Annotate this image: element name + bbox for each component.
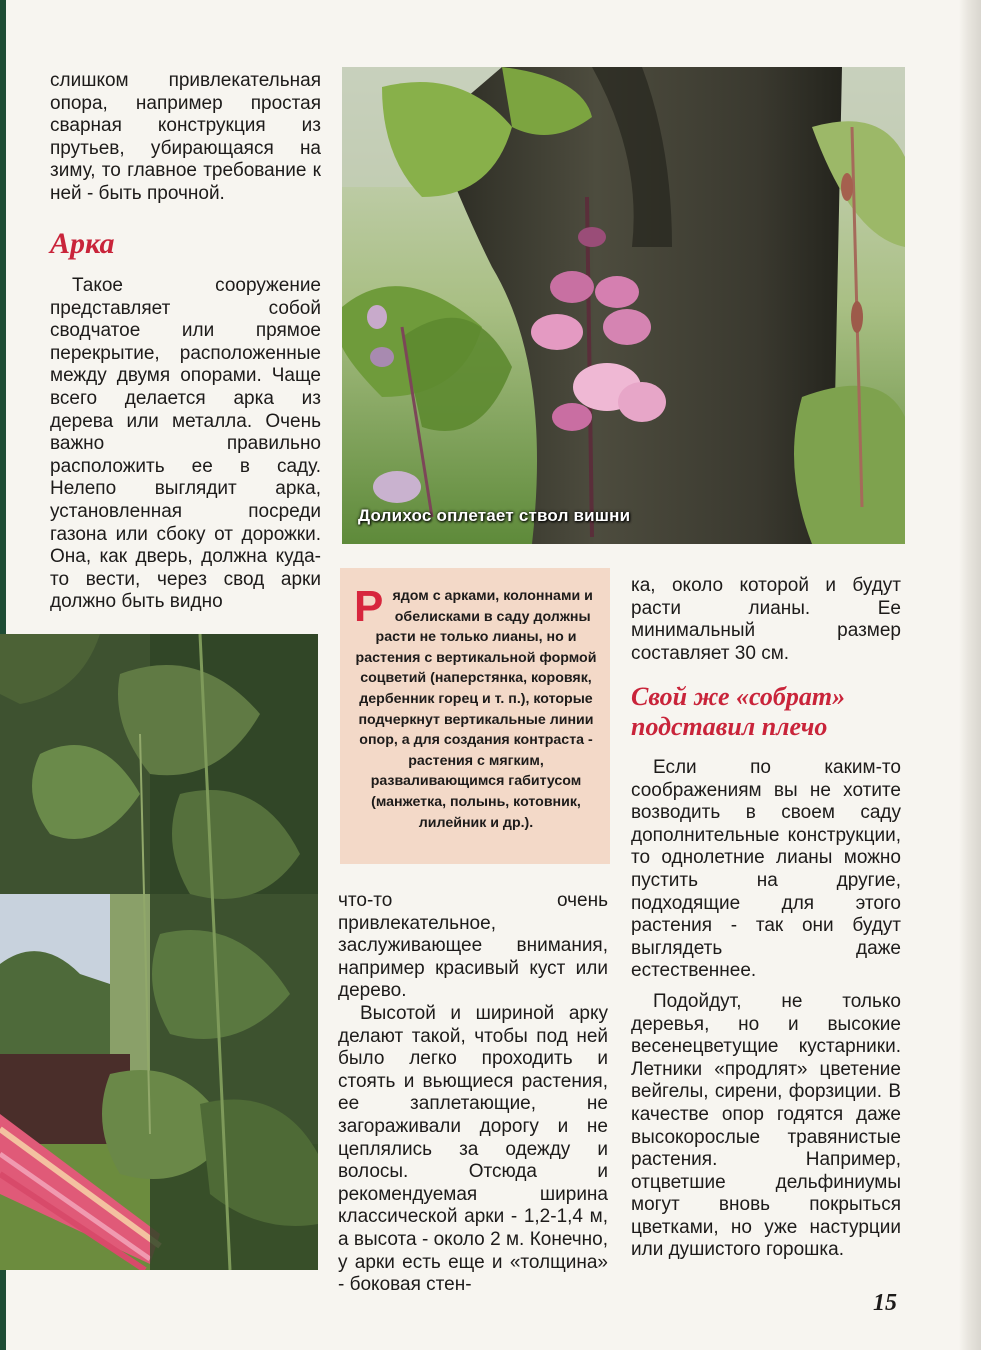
paragraph: что-то очень привлекательное, заслуживающее внимания, например красивый куст или дерево. xyxy=(338,890,608,1002)
col1-top-text xyxy=(50,70,321,206)
sidebar-dropcap: Р xyxy=(354,582,384,631)
col3-top-text xyxy=(631,575,901,665)
page-number: 15 xyxy=(873,1290,897,1316)
heading-sobrat: Свой же «собрат» подставил плечо xyxy=(631,682,846,741)
sidebar-box xyxy=(340,568,610,864)
dolichos-photo-illustration xyxy=(342,67,905,544)
paragraph: Высотой и шириной арку делают такой, чтобы под ней было легко проходить и стоять и вьющиеся растения, ее заплетающие, не загораживали дорогу и не цеплялись за одежду и волосы. Отсюда и рекомендуемая ширина классической арки - 1,2-1,4 м, а высота - около 2 м. Конечно, у арки есть еще и «толщина» - боковая стен- xyxy=(338,1002,608,1296)
photo-beans-hammock xyxy=(0,634,318,1270)
col3-text xyxy=(631,757,901,1262)
photo-dolichos-on-cherry xyxy=(342,67,905,544)
beans-photo-illustration xyxy=(0,634,318,1270)
page-edge-shadow xyxy=(959,0,981,1350)
paragraph: Такое сооружение представляет собой сводчатое или прямое перекрытие, расположенные между двумя опорами. Чаще всего делается арка из дерева или металла. Очень важно правильно расположить ее в саду. Нелепо выглядит арка, установленная посреди газона или сбоку от дорожки. Она, как дверь, должна куда-то вести, через свод арки должно быть видно xyxy=(50,275,321,613)
photo-caption: Долихос оплетает ствол вишни xyxy=(358,506,631,525)
sidebar-text: ядом с арками, колоннами и обелисками в саду должны расти не только лианы, но и растения с вертикальной формой соцветий (наперстянка, коровяк, дербенник горец и т. п.), которые подчеркнут вертикальные линии опор, а для создания контраста - растения с мягким, разваливающимся габитусом (манжетка, полынь, котовник, лилейник и др.). xyxy=(355,588,597,831)
paragraph: Если по каким-то соображениям вы не хотите возводить в своем саду дополнительные конструкции, то однолетние лианы можно пустить на другие, подходящие для этого растения - так они будут выглядеть даже естественнее. xyxy=(631,757,901,982)
paragraph: ка, около которой и будут расти лианы. Ее минимальный размер составляет 30 см. xyxy=(631,575,901,664)
col1-arka-text xyxy=(50,275,321,614)
col2-text xyxy=(338,890,608,1297)
paragraph: Подойдут, не только деревья, но и высокие весенецветущие кустарники. Летники «продлят» цветение вейгелы, сирени, форзиции. В качестве опор годятся даже высокорослые травянистые растения. Например, отцветшие дельфиниумы могут вновь покрыться цветками, но уже настурции или душистого горошка. xyxy=(631,990,901,1261)
heading-arka: Арка xyxy=(50,227,115,260)
paragraph: слишком привлекательная опора, например простая сварная конструкция из прутьев, убирающаяся на зиму, то главное требование к ней - быть прочной. xyxy=(50,70,321,204)
